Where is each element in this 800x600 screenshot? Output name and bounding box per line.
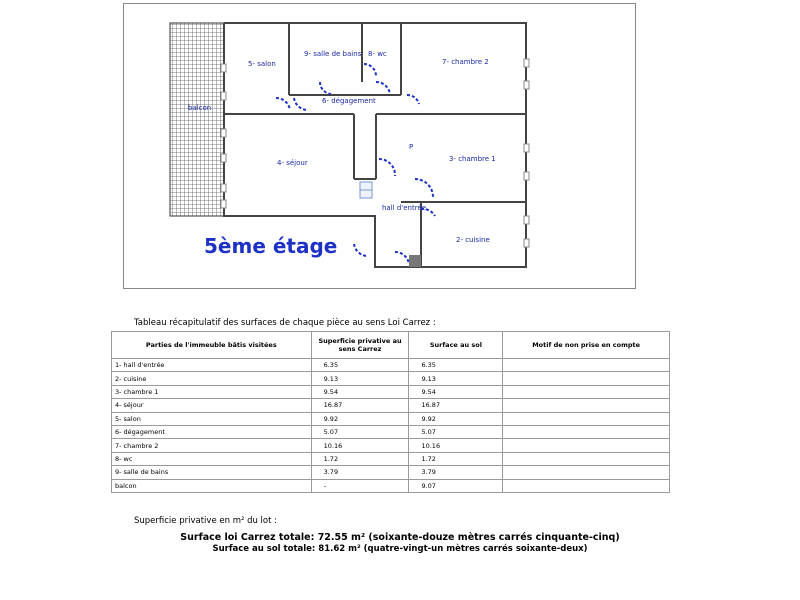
cell-reason — [503, 399, 670, 412]
label-salon: 5- salon — [248, 60, 276, 68]
hall-door-symbol — [360, 182, 372, 198]
floor-title: 5ème étage — [204, 234, 338, 258]
cell-floor: 9.13 — [409, 372, 503, 385]
total-floor-surface: Surface au sol totale: 81.62 m² (quatre-vingt-un mètres carrés soixante-deux) — [212, 544, 588, 554]
cell-floor: 9.54 — [409, 385, 503, 398]
cell-room: 9- salle de bains — [112, 466, 312, 479]
cell-room: 4- séjour — [112, 399, 312, 412]
cell-floor: 16.87 — [409, 399, 503, 412]
table-row — [112, 479, 670, 492]
header-carrez: Superficie privative au sens Carrez — [311, 332, 409, 359]
cell-floor: 3.79 — [409, 466, 503, 479]
cell-carrez: 1.72 — [311, 452, 409, 465]
cell-carrez: 3.79 — [311, 466, 409, 479]
table-row — [112, 399, 670, 412]
table-header-row — [112, 332, 670, 359]
cell-room: 5- salon — [112, 412, 312, 425]
table-row — [112, 412, 670, 425]
cell-room: 3- chambre 1 — [112, 385, 312, 398]
header-reason: Motif de non prise en compte — [503, 332, 670, 359]
label-chambre-1: 3- chambre 1 — [449, 155, 496, 163]
cell-carrez: 10.16 — [311, 439, 409, 452]
label-chambre-2: 7- chambre 2 — [442, 58, 489, 66]
label-degagement: 6- dégagement — [322, 97, 376, 105]
cell-carrez: 6.35 — [311, 359, 409, 372]
cell-room: 7- chambre 2 — [112, 439, 312, 452]
balcony-area — [170, 23, 224, 216]
label-wc: 8- wc — [368, 50, 387, 58]
cell-room: 8- wc — [112, 452, 312, 465]
cell-carrez: 16.87 — [311, 399, 409, 412]
label-balcon: balcon — [188, 104, 212, 112]
cell-floor: 9.92 — [409, 412, 503, 425]
surface-table — [111, 331, 670, 493]
table-row — [112, 425, 670, 438]
table-row — [112, 439, 670, 452]
cell-carrez: - — [311, 479, 409, 492]
floor-plan-frame — [123, 3, 636, 289]
label-salle-de-bains: 9- salle de bains — [304, 50, 362, 58]
cell-reason — [503, 359, 670, 372]
cell-reason — [503, 385, 670, 398]
cell-room: 1- hall d'entrée — [112, 359, 312, 372]
cell-reason — [503, 452, 670, 465]
cell-reason — [503, 425, 670, 438]
cell-reason — [503, 372, 670, 385]
label-hall: hall d'entrée — [382, 204, 427, 212]
table-row — [112, 385, 670, 398]
summary-intro: Tableau récapitulatif des surfaces de chaque pièce au sens Loi Carrez : — [134, 318, 436, 328]
private-surface-label: Superficie privative en m² du lot : — [134, 516, 278, 526]
table-row — [112, 452, 670, 465]
cell-floor: 1.72 — [409, 452, 503, 465]
header-parts: Parties de l'immeuble bâtis visitées — [112, 332, 312, 359]
cell-carrez: 5.07 — [311, 425, 409, 438]
cell-room: 2- cuisine — [112, 372, 312, 385]
cell-carrez: 9.13 — [311, 372, 409, 385]
cell-carrez: 9.54 — [311, 385, 409, 398]
label-p-marker: P — [409, 143, 414, 151]
label-sejour: 4- séjour — [277, 159, 308, 167]
cell-carrez: 9.92 — [311, 412, 409, 425]
cell-floor: 5.07 — [409, 425, 503, 438]
cell-floor: 6.35 — [409, 359, 503, 372]
table-row — [112, 466, 670, 479]
cell-reason — [503, 466, 670, 479]
floor-plan — [124, 4, 637, 290]
entrance-column — [409, 255, 421, 267]
cell-room: 6- dégagement — [112, 425, 312, 438]
total-carrez: Surface loi Carrez totale: 72.55 m² (soixante-douze mètres carrés cinquante-cinq) — [180, 532, 620, 543]
cell-reason — [503, 412, 670, 425]
cell-room: balcon — [112, 479, 312, 492]
table-row — [112, 372, 670, 385]
cell-floor: 9.07 — [409, 479, 503, 492]
cell-floor: 10.16 — [409, 439, 503, 452]
cell-reason — [503, 439, 670, 452]
cell-reason — [503, 479, 670, 492]
label-cuisine: 2- cuisine — [456, 236, 490, 244]
header-floor-surface: Surface au sol — [409, 332, 503, 359]
table-row — [112, 359, 670, 372]
